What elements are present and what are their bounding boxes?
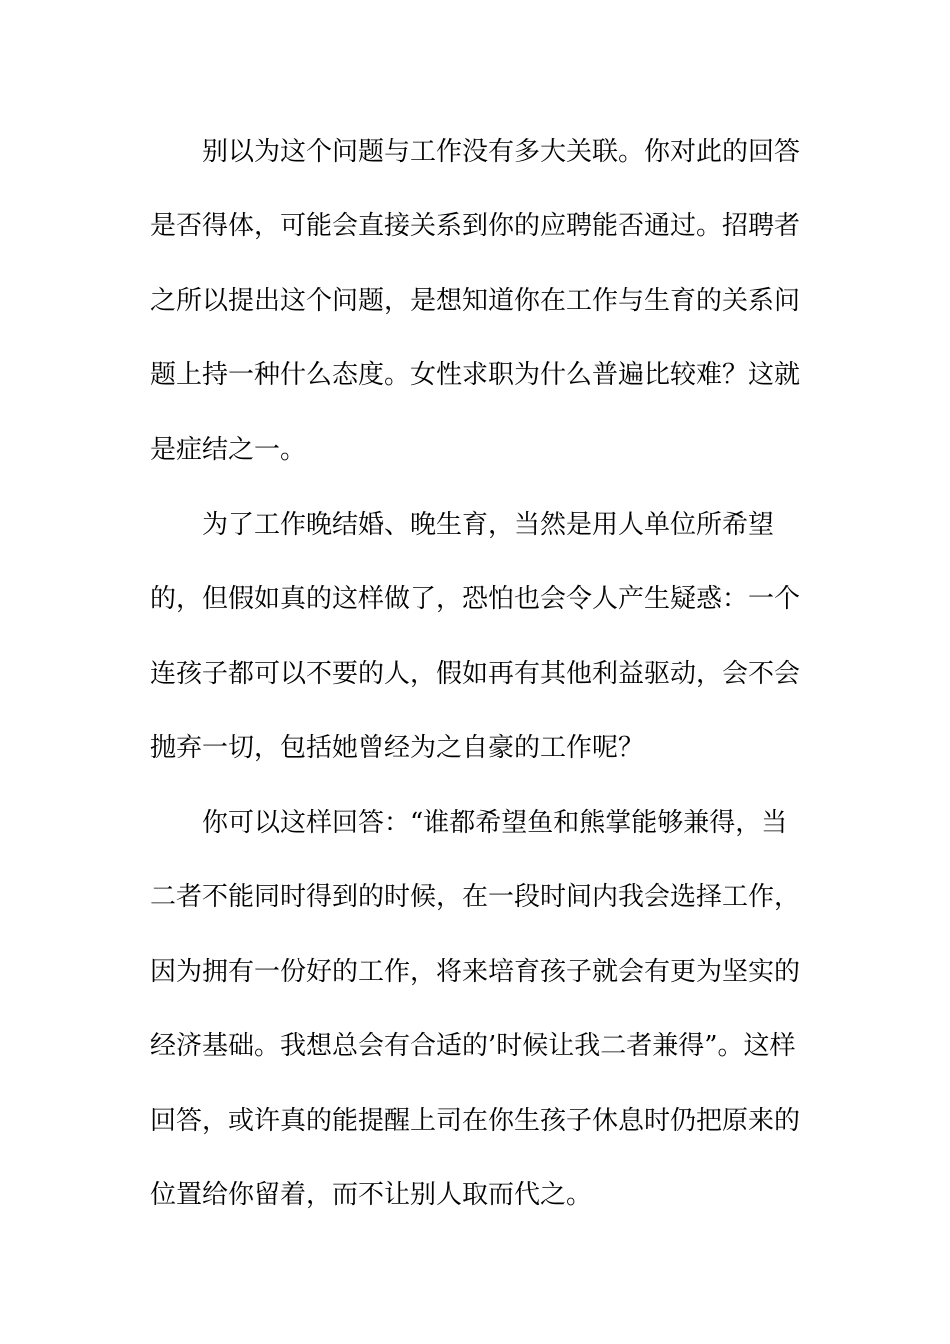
paragraph-1-line-2: 是否得体，可能会直接关系到你的应聘能否通过。招聘者 (150, 211, 801, 241)
paragraph-2-line-2: 的，但假如真的这样做了，恐怕也会令人产生疑惑：一个 (150, 584, 801, 614)
paragraph-2-line-1: 为了工作晚结婚、晚生育，当然是用人单位所希望 (202, 510, 775, 540)
paragraph-1-line-4: 题上持一种什么态度。女性求职为什么普遍比较难？这就 (150, 360, 801, 390)
paragraph-3-line-6: 位置给你留着，而不让别人取而代之。 (150, 1180, 593, 1210)
paragraph-3-line-4: 经济基础。我想总会有合适的’时候让我二者兼得”。这样 (150, 1031, 796, 1061)
paragraph-1-line-3: 之所以提出这个问题，是想知道你在工作与生育的关系问 (150, 286, 801, 316)
paragraph-1-line-1: 别以为这个问题与工作没有多大关联。你对此的回答 (202, 137, 801, 167)
paragraph-3-line-1: 你可以这样回答：“谁都希望鱼和熊掌能够兼得，当 (202, 808, 788, 838)
paragraph-1-line-5: 是症结之一。 (150, 435, 307, 465)
paragraph-2-line-3: 连孩子都可以不要的人，假如再有其他利益驱动，会不会 (150, 659, 801, 689)
paragraph-3-line-3: 因为拥有一份好的工作，将来培育孩子就会有更为坚实的 (150, 957, 801, 987)
paragraph-3-line-2: 二者不能同时得到的时候，在一段时间内我会选择工作， (150, 882, 801, 912)
paragraph-3-line-5: 回答，或许真的能提醒上司在你生孩子休息时仍把原来的 (150, 1106, 801, 1136)
paragraph-2-line-4: 抛弃一切，包括她曾经为之自豪的工作呢？ (150, 733, 645, 763)
